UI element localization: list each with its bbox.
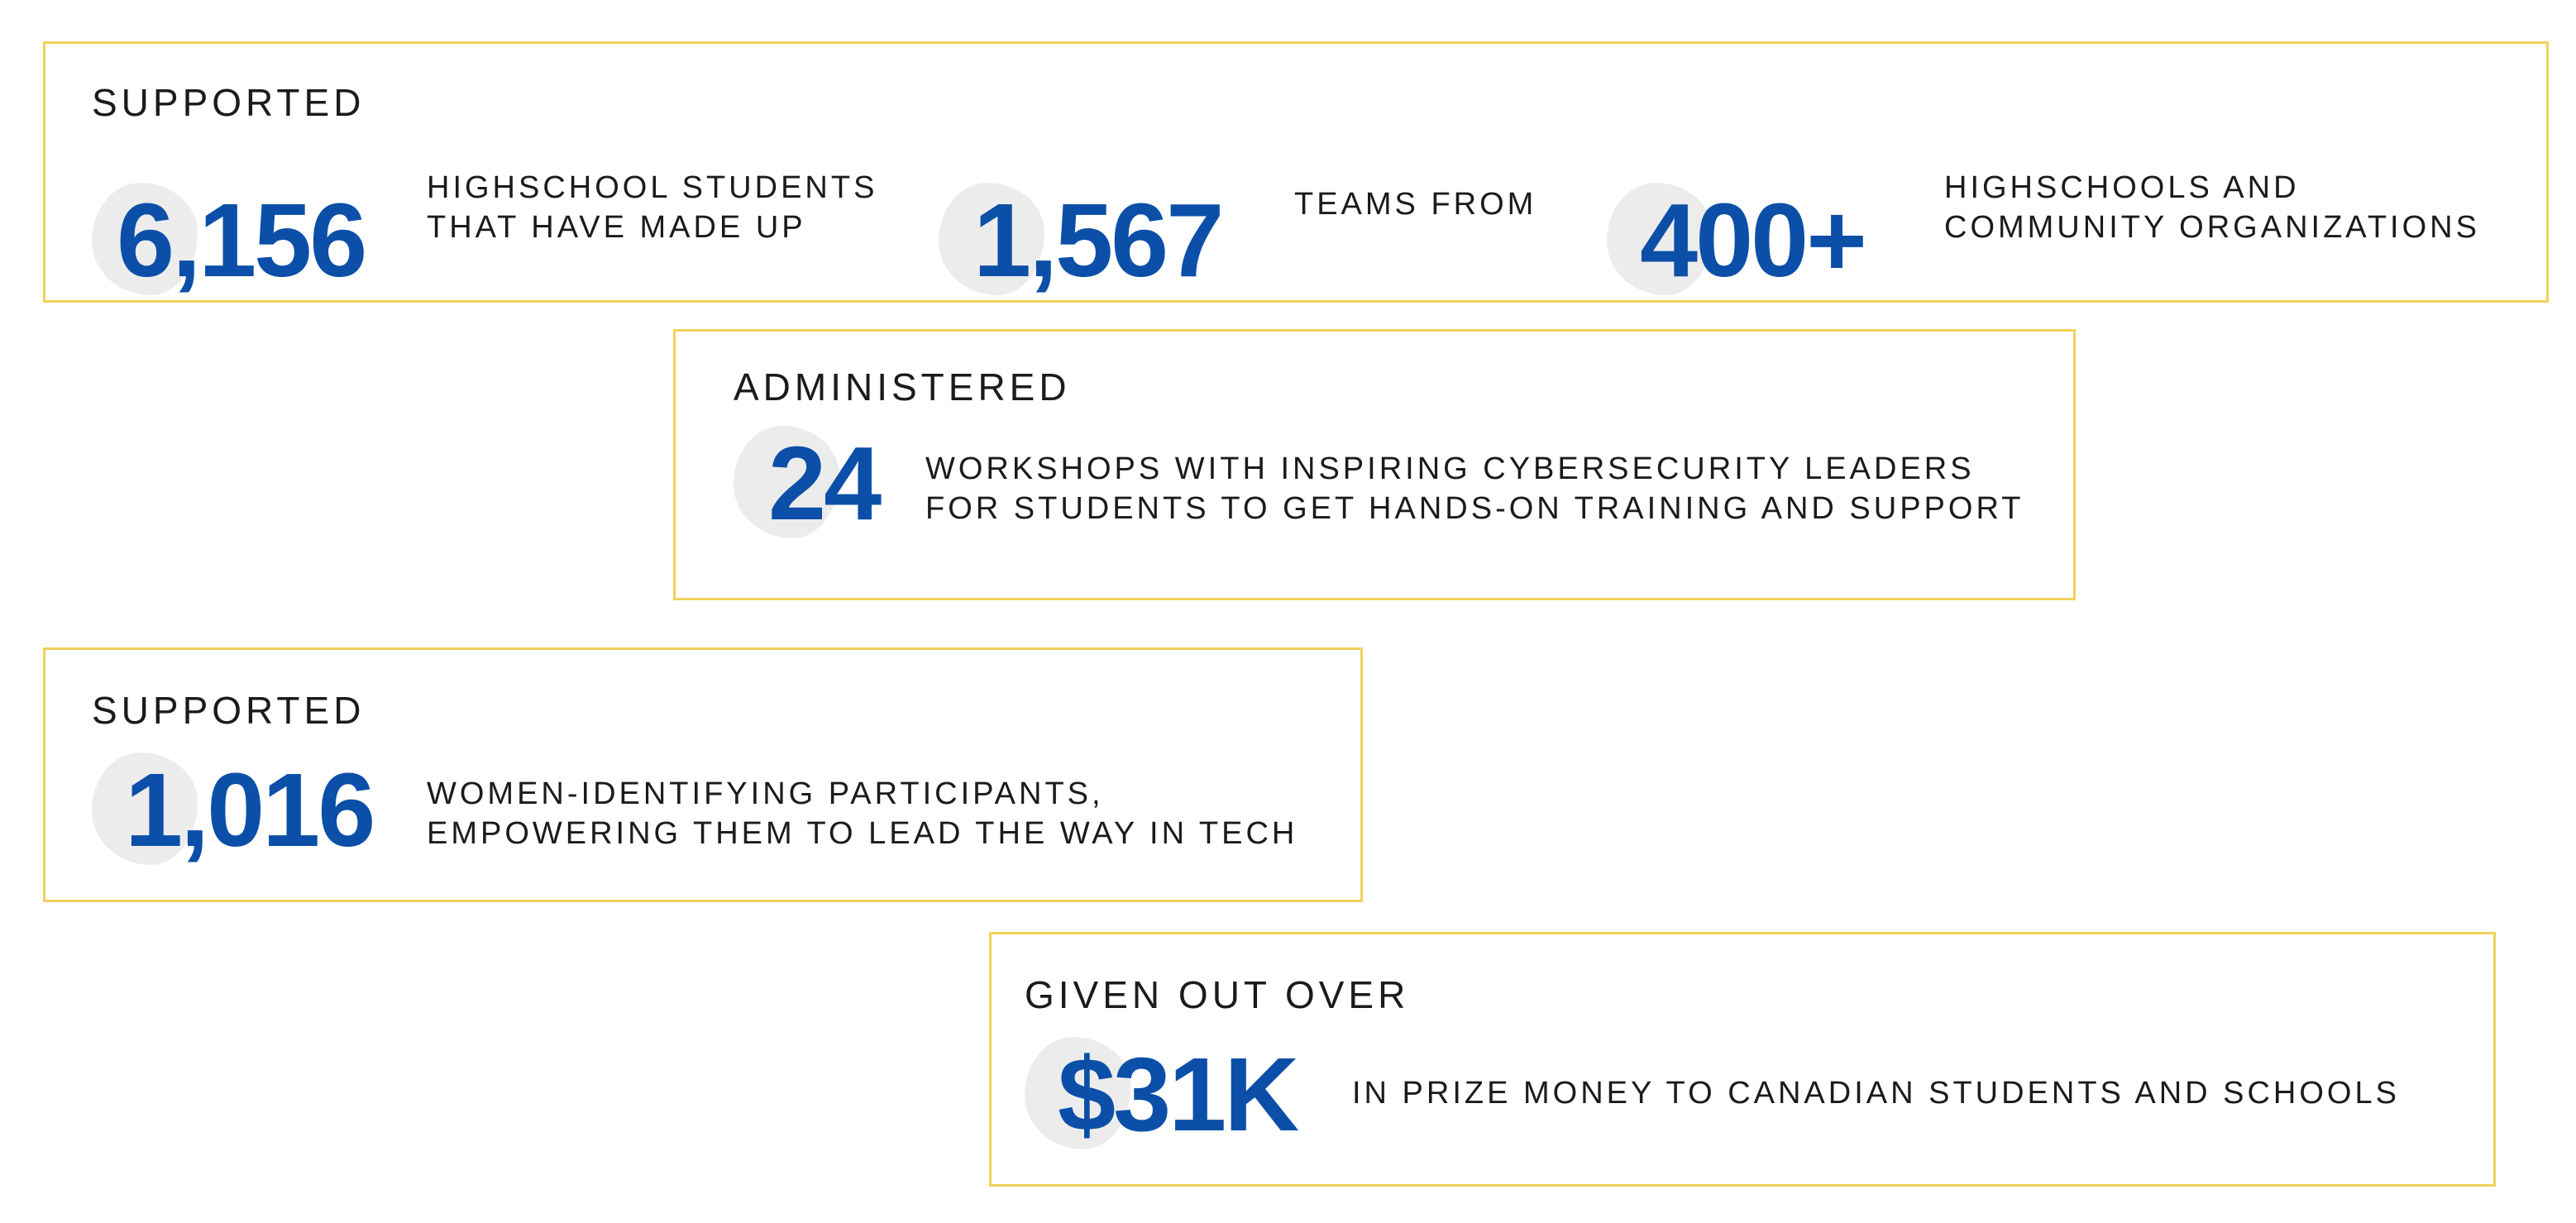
stat-teams bbox=[939, 183, 1294, 299]
administered-card bbox=[673, 329, 2076, 600]
stat-number: 1,567 bbox=[973, 182, 1222, 299]
stat-description: TEAMS FROM bbox=[1294, 187, 1537, 222]
stat-number: 6,156 bbox=[117, 182, 366, 299]
supported-women-card bbox=[43, 647, 1363, 902]
stat-description: IN PRIZE MONEY TO CANADIAN STUDENTS AND SCHOOLS bbox=[1352, 1076, 2400, 1111]
stat-number: 24 bbox=[768, 425, 880, 542]
stat-number: $31K bbox=[1058, 1036, 1298, 1153]
card-title: SUPPORTED bbox=[92, 689, 366, 732]
card-title: GIVEN OUT OVER bbox=[1025, 973, 1410, 1016]
supported-students-card bbox=[43, 41, 2549, 303]
stat-description: WORKSHOPS WITH INSPIRING CYBERSECURITY LEADERS FOR STUDENTS TO GET HANDS-ON TRAINING AND SUPPORT bbox=[925, 451, 2024, 526]
stat-workshops bbox=[734, 426, 899, 542]
card-title: ADMINISTERED bbox=[734, 365, 1071, 408]
stat-number: 400+ bbox=[1640, 182, 1865, 299]
stat-description: HIGHSCHOOL STUDENTS THAT HAVE MADE UP bbox=[427, 170, 878, 245]
card-title: SUPPORTED bbox=[92, 81, 366, 124]
stat-prize bbox=[1025, 1037, 1355, 1153]
prize-money-card bbox=[989, 932, 2496, 1187]
stat-schools bbox=[1607, 183, 1962, 299]
stat-women bbox=[92, 752, 447, 868]
stat-students bbox=[92, 183, 447, 299]
stat-number: 1,016 bbox=[125, 752, 374, 868]
stat-description: WOMEN-IDENTIFYING PARTICIPANTS, EMPOWERING THEM TO LEAD THE WAY IN TECH bbox=[427, 776, 1298, 851]
stat-description: HIGHSCHOOLS AND COMMUNITY ORGANIZATIONS bbox=[1944, 170, 2480, 245]
